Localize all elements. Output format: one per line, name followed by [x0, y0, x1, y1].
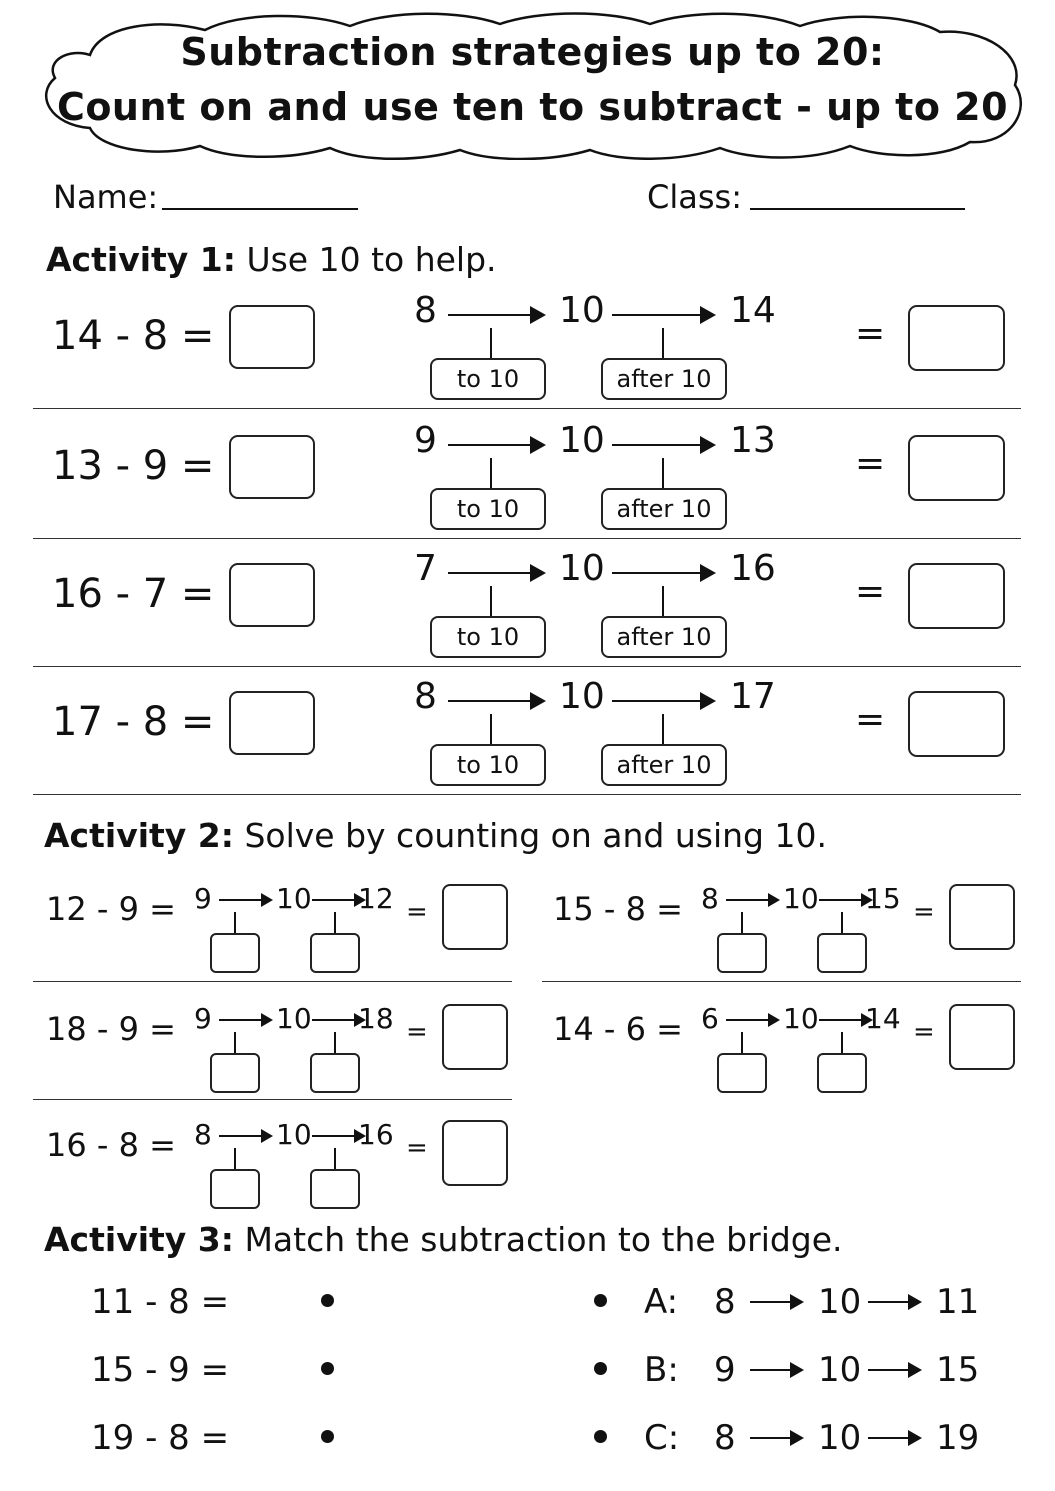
bridge-end: 15	[936, 1350, 980, 1390]
problem-text: 17 - 8 =	[52, 699, 215, 745]
bridge-start: 8	[194, 1118, 212, 1151]
arrow-icon	[819, 1019, 871, 1021]
result-box[interactable]	[442, 884, 508, 950]
problem-text: 16 - 7 =	[52, 571, 215, 617]
tag-after-10: after 10	[601, 488, 727, 530]
bridge-end: 14	[730, 290, 776, 331]
bridge-start: 6	[701, 1002, 719, 1035]
bridge-start: 8	[414, 676, 437, 717]
equals-sign: =	[913, 1017, 935, 1047]
answer-box[interactable]	[229, 305, 315, 369]
row-divider	[33, 1099, 512, 1100]
equals-sign: =	[406, 1017, 428, 1047]
bridge-start: 8	[701, 882, 719, 915]
bridge-ten: 10	[276, 1002, 312, 1035]
result-box[interactable]	[949, 884, 1015, 950]
bridge-ten: 10	[818, 1282, 862, 1322]
bridge-start: 9	[194, 882, 212, 915]
problem-text: 16 - 8 =	[46, 1126, 176, 1164]
class-label: Class:	[647, 178, 742, 216]
name-label: Name:	[53, 178, 159, 216]
bridge-ten: 10	[818, 1350, 862, 1390]
connector-line	[662, 328, 664, 359]
connector-line	[841, 1032, 843, 1054]
arrow-icon	[219, 1135, 271, 1137]
match-problem: 15 - 9 =	[91, 1350, 230, 1390]
equals-sign: =	[913, 897, 935, 927]
arrow-icon	[448, 444, 544, 446]
bridge-end: 18	[358, 1002, 394, 1035]
step-box-after-10[interactable]	[817, 933, 867, 973]
arrow-icon	[312, 899, 364, 901]
connector-line	[490, 458, 492, 489]
bridge-end: 15	[865, 882, 901, 915]
match-dot-right[interactable]	[594, 1430, 607, 1443]
step-box-after-10[interactable]	[310, 1169, 360, 1209]
problem-text: 13 - 9 =	[52, 443, 215, 489]
row-divider	[33, 794, 1021, 795]
bridge-ten: 10	[818, 1418, 862, 1458]
bridge-end: 16	[358, 1118, 394, 1151]
row-divider	[33, 408, 1021, 409]
bridge-start: 8	[714, 1418, 736, 1458]
result-box[interactable]	[949, 1004, 1015, 1070]
tag-to-10: to 10	[430, 744, 546, 786]
answer-box[interactable]	[229, 563, 315, 627]
problem-text: 15 - 8 =	[553, 890, 683, 928]
result-box[interactable]	[908, 691, 1005, 757]
bridge-letter: B:	[644, 1350, 679, 1390]
equals-sign: =	[406, 1133, 428, 1163]
row-divider	[33, 538, 1021, 539]
result-box[interactable]	[908, 435, 1005, 501]
tag-after-10: after 10	[601, 616, 727, 658]
arrow-icon	[868, 1369, 920, 1371]
tag-to-10: to 10	[430, 358, 546, 400]
bridge-start: 8	[714, 1282, 736, 1322]
bridge-letter: A:	[644, 1282, 679, 1322]
bridge-ten: 10	[559, 290, 605, 331]
problem-text: 12 - 9 =	[46, 890, 176, 928]
activity1-heading: Activity 1: Use 10 to help.	[46, 240, 497, 279]
bridge-end: 17	[730, 676, 776, 717]
answer-box[interactable]	[229, 691, 315, 755]
connector-line	[841, 912, 843, 934]
connector-line	[662, 458, 664, 489]
match-dot-left[interactable]	[321, 1362, 334, 1375]
step-box-to-10[interactable]	[717, 933, 767, 973]
connector-line	[234, 912, 236, 934]
connector-line	[334, 1148, 336, 1170]
bridge-start: 9	[194, 1002, 212, 1035]
result-box[interactable]	[442, 1120, 508, 1186]
connector-line	[741, 1032, 743, 1054]
match-dot-left[interactable]	[321, 1430, 334, 1443]
arrow-icon	[819, 899, 871, 901]
bridge-letter: C:	[644, 1418, 680, 1458]
match-dot-right[interactable]	[594, 1362, 607, 1375]
bridge-ten: 10	[276, 1118, 312, 1151]
step-box-after-10[interactable]	[310, 933, 360, 973]
arrow-icon	[219, 899, 271, 901]
bridge-ten: 10	[783, 1002, 819, 1035]
connector-line	[234, 1032, 236, 1054]
arrow-icon	[448, 572, 544, 574]
row-divider	[33, 981, 512, 982]
name-field[interactable]	[162, 208, 358, 210]
arrow-icon	[219, 1019, 271, 1021]
arrow-icon	[726, 1019, 778, 1021]
arrow-icon	[312, 1019, 364, 1021]
row-divider	[542, 981, 1021, 982]
step-box-to-10[interactable]	[210, 1169, 260, 1209]
problem-text: 18 - 9 =	[46, 1010, 176, 1048]
arrow-icon	[868, 1301, 920, 1303]
result-box[interactable]	[442, 1004, 508, 1070]
bridge-end: 14	[865, 1002, 901, 1035]
connector-line	[662, 714, 664, 745]
bridge-ten: 10	[783, 882, 819, 915]
arrow-icon	[612, 314, 714, 316]
tag-after-10: after 10	[601, 744, 727, 786]
arrow-icon	[312, 1135, 364, 1137]
step-box-to-10[interactable]	[210, 933, 260, 973]
equals-sign: =	[855, 443, 886, 484]
bridge-ten: 10	[276, 882, 312, 915]
row-divider	[33, 666, 1021, 667]
step-box-after-10[interactable]	[817, 1053, 867, 1093]
problem-text: 14 - 8 =	[52, 313, 215, 359]
arrow-icon	[612, 572, 714, 574]
match-problem: 19 - 8 =	[91, 1418, 230, 1458]
result-box[interactable]	[908, 305, 1005, 371]
bridge-end: 16	[730, 548, 776, 589]
title-line-1: Subtraction strategies up to 20:	[180, 30, 885, 74]
arrow-icon	[726, 899, 778, 901]
connector-line	[234, 1148, 236, 1170]
equals-sign: =	[855, 699, 886, 740]
bridge-ten: 10	[559, 420, 605, 461]
arrow-icon	[448, 314, 544, 316]
connector-line	[490, 586, 492, 617]
equals-sign: =	[406, 897, 428, 927]
match-dot-left[interactable]	[321, 1294, 334, 1307]
title-line-2: Count on and use ten to subtract - up to 20	[56, 85, 1009, 129]
class-field[interactable]	[750, 208, 965, 210]
connector-line	[741, 912, 743, 934]
connector-line	[334, 912, 336, 934]
arrow-icon	[750, 1369, 802, 1371]
tag-to-10: to 10	[430, 616, 546, 658]
tag-after-10: after 10	[601, 358, 727, 400]
bridge-start: 8	[414, 290, 437, 331]
arrow-icon	[612, 700, 714, 702]
answer-box[interactable]	[229, 435, 315, 499]
bridge-end: 11	[936, 1282, 980, 1322]
bridge-end: 13	[730, 420, 776, 461]
connector-line	[490, 328, 492, 359]
activity3-heading: Activity 3: Match the subtraction to the bridge.	[44, 1220, 843, 1259]
match-problem: 11 - 8 =	[91, 1282, 230, 1322]
bridge-end: 12	[358, 882, 394, 915]
arrow-icon	[612, 444, 714, 446]
arrow-icon	[448, 700, 544, 702]
arrow-icon	[750, 1301, 802, 1303]
arrow-icon	[868, 1437, 920, 1439]
bridge-start: 9	[714, 1350, 736, 1390]
connector-line	[490, 714, 492, 745]
arrow-icon	[750, 1437, 802, 1439]
bridge-ten: 10	[559, 548, 605, 589]
step-box-to-10[interactable]	[210, 1053, 260, 1093]
bridge-start: 9	[414, 420, 437, 461]
connector-line	[334, 1032, 336, 1054]
step-box-to-10[interactable]	[717, 1053, 767, 1093]
step-box-after-10[interactable]	[310, 1053, 360, 1093]
tag-to-10: to 10	[430, 488, 546, 530]
connector-line	[662, 586, 664, 617]
match-dot-right[interactable]	[594, 1294, 607, 1307]
result-box[interactable]	[908, 563, 1005, 629]
bridge-ten: 10	[559, 676, 605, 717]
problem-text: 14 - 6 =	[553, 1010, 683, 1048]
bridge-start: 7	[414, 548, 437, 589]
bridge-end: 19	[936, 1418, 980, 1458]
equals-sign: =	[855, 313, 886, 354]
equals-sign: =	[855, 571, 886, 612]
activity2-heading: Activity 2: Solve by counting on and using 10.	[44, 816, 827, 855]
